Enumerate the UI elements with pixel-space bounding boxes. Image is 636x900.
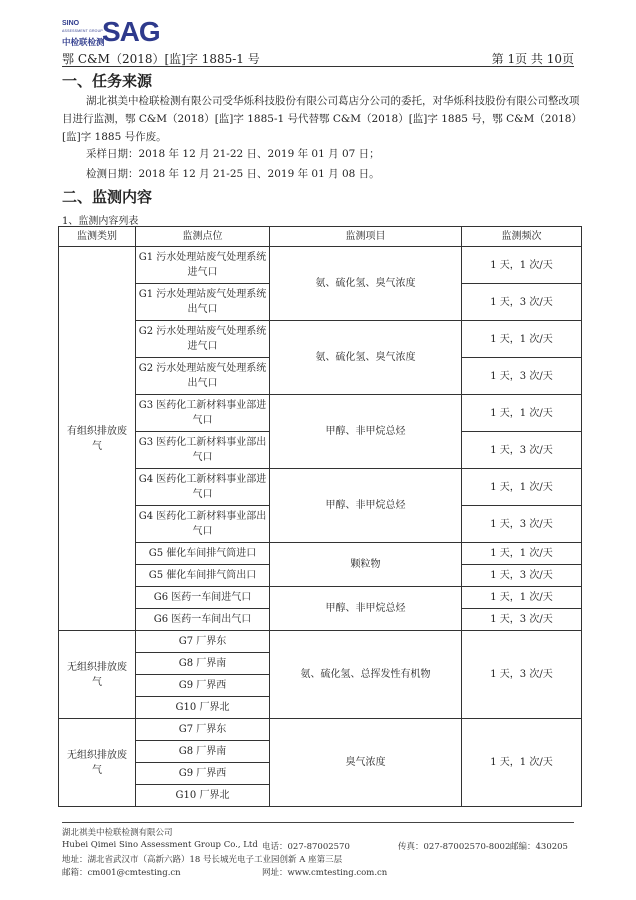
logo-sino: SINO bbox=[62, 20, 80, 27]
report-number: 鄂 C&M（2018）[监]字 1885-1 号 bbox=[62, 52, 260, 66]
frequency-cell: 1 天，1 次/天 bbox=[462, 321, 582, 358]
frequency-cell: 1 天，1 次/天 bbox=[462, 719, 582, 807]
point-cell: G4 医药化工新材料事业部出气口 bbox=[136, 506, 270, 543]
table-row bbox=[59, 719, 582, 741]
frequency-cell: 1 天，3 次/天 bbox=[462, 506, 582, 543]
point-cell: G3 医药化工新材料事业部出气口 bbox=[136, 432, 270, 469]
table-row bbox=[59, 631, 582, 653]
logo-assessment: ASSESSMENT GROUP bbox=[62, 29, 103, 33]
table-row bbox=[59, 469, 582, 506]
table-header-row bbox=[59, 227, 582, 247]
item-cell: 甲醇、非甲烷总烃 bbox=[270, 395, 462, 469]
frequency-cell: 1 天，1 次/天 bbox=[462, 543, 582, 565]
footer-postcode: 邮编：430205 bbox=[510, 842, 568, 852]
table-row bbox=[59, 247, 582, 284]
logo-brand: SAG bbox=[102, 16, 160, 47]
point-cell: G3 医药化工新材料事业部进气口 bbox=[136, 395, 270, 432]
frequency-cell: 1 天，3 次/天 bbox=[462, 565, 582, 587]
point-cell: G9 厂界西 bbox=[136, 763, 270, 785]
frequency-cell: 1 天，3 次/天 bbox=[462, 432, 582, 469]
point-cell: G7 厂界东 bbox=[136, 719, 270, 741]
footer-address: 地址：湖北省武汉市（高新六路）18 号长城光电子工业园创新 A 座第三层 bbox=[62, 855, 343, 865]
point-cell: G1 污水处理站废气处理系统进气口 bbox=[136, 247, 270, 284]
category-cell: 无组织排放废气 bbox=[59, 719, 136, 807]
category-cell: 有组织排放废气 bbox=[59, 247, 136, 631]
point-cell: G10 厂界北 bbox=[136, 697, 270, 719]
footer-divider bbox=[62, 822, 574, 823]
footer-email[interactable]: 邮箱：cm001@cmtesting.cn bbox=[62, 868, 181, 878]
item-cell: 甲醇、非甲烷总烃 bbox=[270, 587, 462, 631]
frequency-cell: 1 天，1 次/天 bbox=[462, 247, 582, 284]
footer-company-en: Hubei Qimei Sino Assessment Group Co., Ltd bbox=[62, 840, 258, 850]
frequency-cell: 1 天，3 次/天 bbox=[462, 631, 582, 719]
table-row bbox=[59, 395, 582, 432]
point-cell: G9 厂界西 bbox=[136, 675, 270, 697]
company-logo bbox=[62, 16, 160, 50]
footer-website[interactable]: 网址：www.cmtesting.com.cn bbox=[262, 868, 388, 878]
table-row bbox=[59, 587, 582, 609]
item-cell: 臭气浓度 bbox=[270, 719, 462, 807]
point-cell: G6 医药一车间出气口 bbox=[136, 609, 270, 631]
header-category: 监测类别 bbox=[59, 227, 136, 247]
frequency-cell: 1 天，1 次/天 bbox=[462, 469, 582, 506]
point-cell: G8 厂界南 bbox=[136, 653, 270, 675]
point-cell: G7 厂界东 bbox=[136, 631, 270, 653]
item-cell: 颗粒物 bbox=[270, 543, 462, 587]
footer-company: 湖北祺美中检联检测有限公司 bbox=[62, 828, 173, 838]
header-item: 监测项目 bbox=[270, 227, 462, 247]
section-title-source: 一、任务来源 bbox=[62, 72, 153, 90]
footer-tel: 电话：027-87002570 bbox=[262, 842, 350, 852]
item-cell: 甲醇、非甲烷总烃 bbox=[270, 469, 462, 543]
frequency-cell: 1 天，3 次/天 bbox=[462, 358, 582, 395]
item-cell: 氨、硫化氢、臭气浓度 bbox=[270, 247, 462, 321]
header-divider bbox=[62, 66, 574, 67]
point-cell: G8 厂界南 bbox=[136, 741, 270, 763]
item-cell: 氨、硫化氢、总挥发性有机物 bbox=[270, 631, 462, 719]
point-cell: G2 污水处理站废气处理系统出气口 bbox=[136, 358, 270, 395]
point-cell: G10 厂界北 bbox=[136, 785, 270, 807]
frequency-cell: 1 天，3 次/天 bbox=[462, 609, 582, 631]
footer-fax: 传真：027-87002570-8002 bbox=[398, 842, 511, 852]
header-frequency: 监测频次 bbox=[462, 227, 582, 247]
header-point: 监测点位 bbox=[136, 227, 270, 247]
category-cell: 无组织排放废气 bbox=[59, 631, 136, 719]
testing-date: 检测日期：2018 年 12 月 21-25 日、2019 年 01 月 08 日。 bbox=[86, 168, 380, 180]
point-cell: G5 催化车间排气筒出口 bbox=[136, 565, 270, 587]
frequency-cell: 1 天，1 次/天 bbox=[462, 395, 582, 432]
point-cell: G6 医药一车间进气口 bbox=[136, 587, 270, 609]
point-cell: G4 医药化工新材料事业部进气口 bbox=[136, 469, 270, 506]
point-cell: G1 污水处理站废气处理系统出气口 bbox=[136, 284, 270, 321]
frequency-cell: 1 天，1 次/天 bbox=[462, 587, 582, 609]
item-cell: 氨、硫化氢、臭气浓度 bbox=[270, 321, 462, 395]
logo-cn: 中检联检测 bbox=[62, 38, 105, 48]
sampling-date: 采样日期：2018 年 12 月 21-22 日、2019 年 01 月 07 日； bbox=[86, 148, 380, 160]
table-caption: 1、监测内容列表 bbox=[62, 216, 139, 227]
monitoring-table bbox=[58, 226, 582, 807]
point-cell: G5 催化车间排气筒进口 bbox=[136, 543, 270, 565]
table-row bbox=[59, 543, 582, 565]
table-row bbox=[59, 321, 582, 358]
source-paragraph bbox=[62, 92, 580, 146]
point-cell: G2 污水处理站废气处理系统进气口 bbox=[136, 321, 270, 358]
frequency-cell: 1 天，3 次/天 bbox=[462, 284, 582, 321]
section-title-content: 二、监测内容 bbox=[62, 188, 153, 206]
page-indicator: 第 1页 共 10页 bbox=[491, 52, 574, 66]
source-paragraph-text: 湖北祺美中检联检测有限公司受华烁科技股份有限公司葛店分公司的委托，对华烁科技股份有限公司整改项目进行监测，鄂 C&M（2018）[监]字 1885-1 号代替鄂 C&M（2018）[监]字 1885 号，鄂 C&M（2018）[监]字 1885 号作废。 bbox=[62, 95, 580, 143]
